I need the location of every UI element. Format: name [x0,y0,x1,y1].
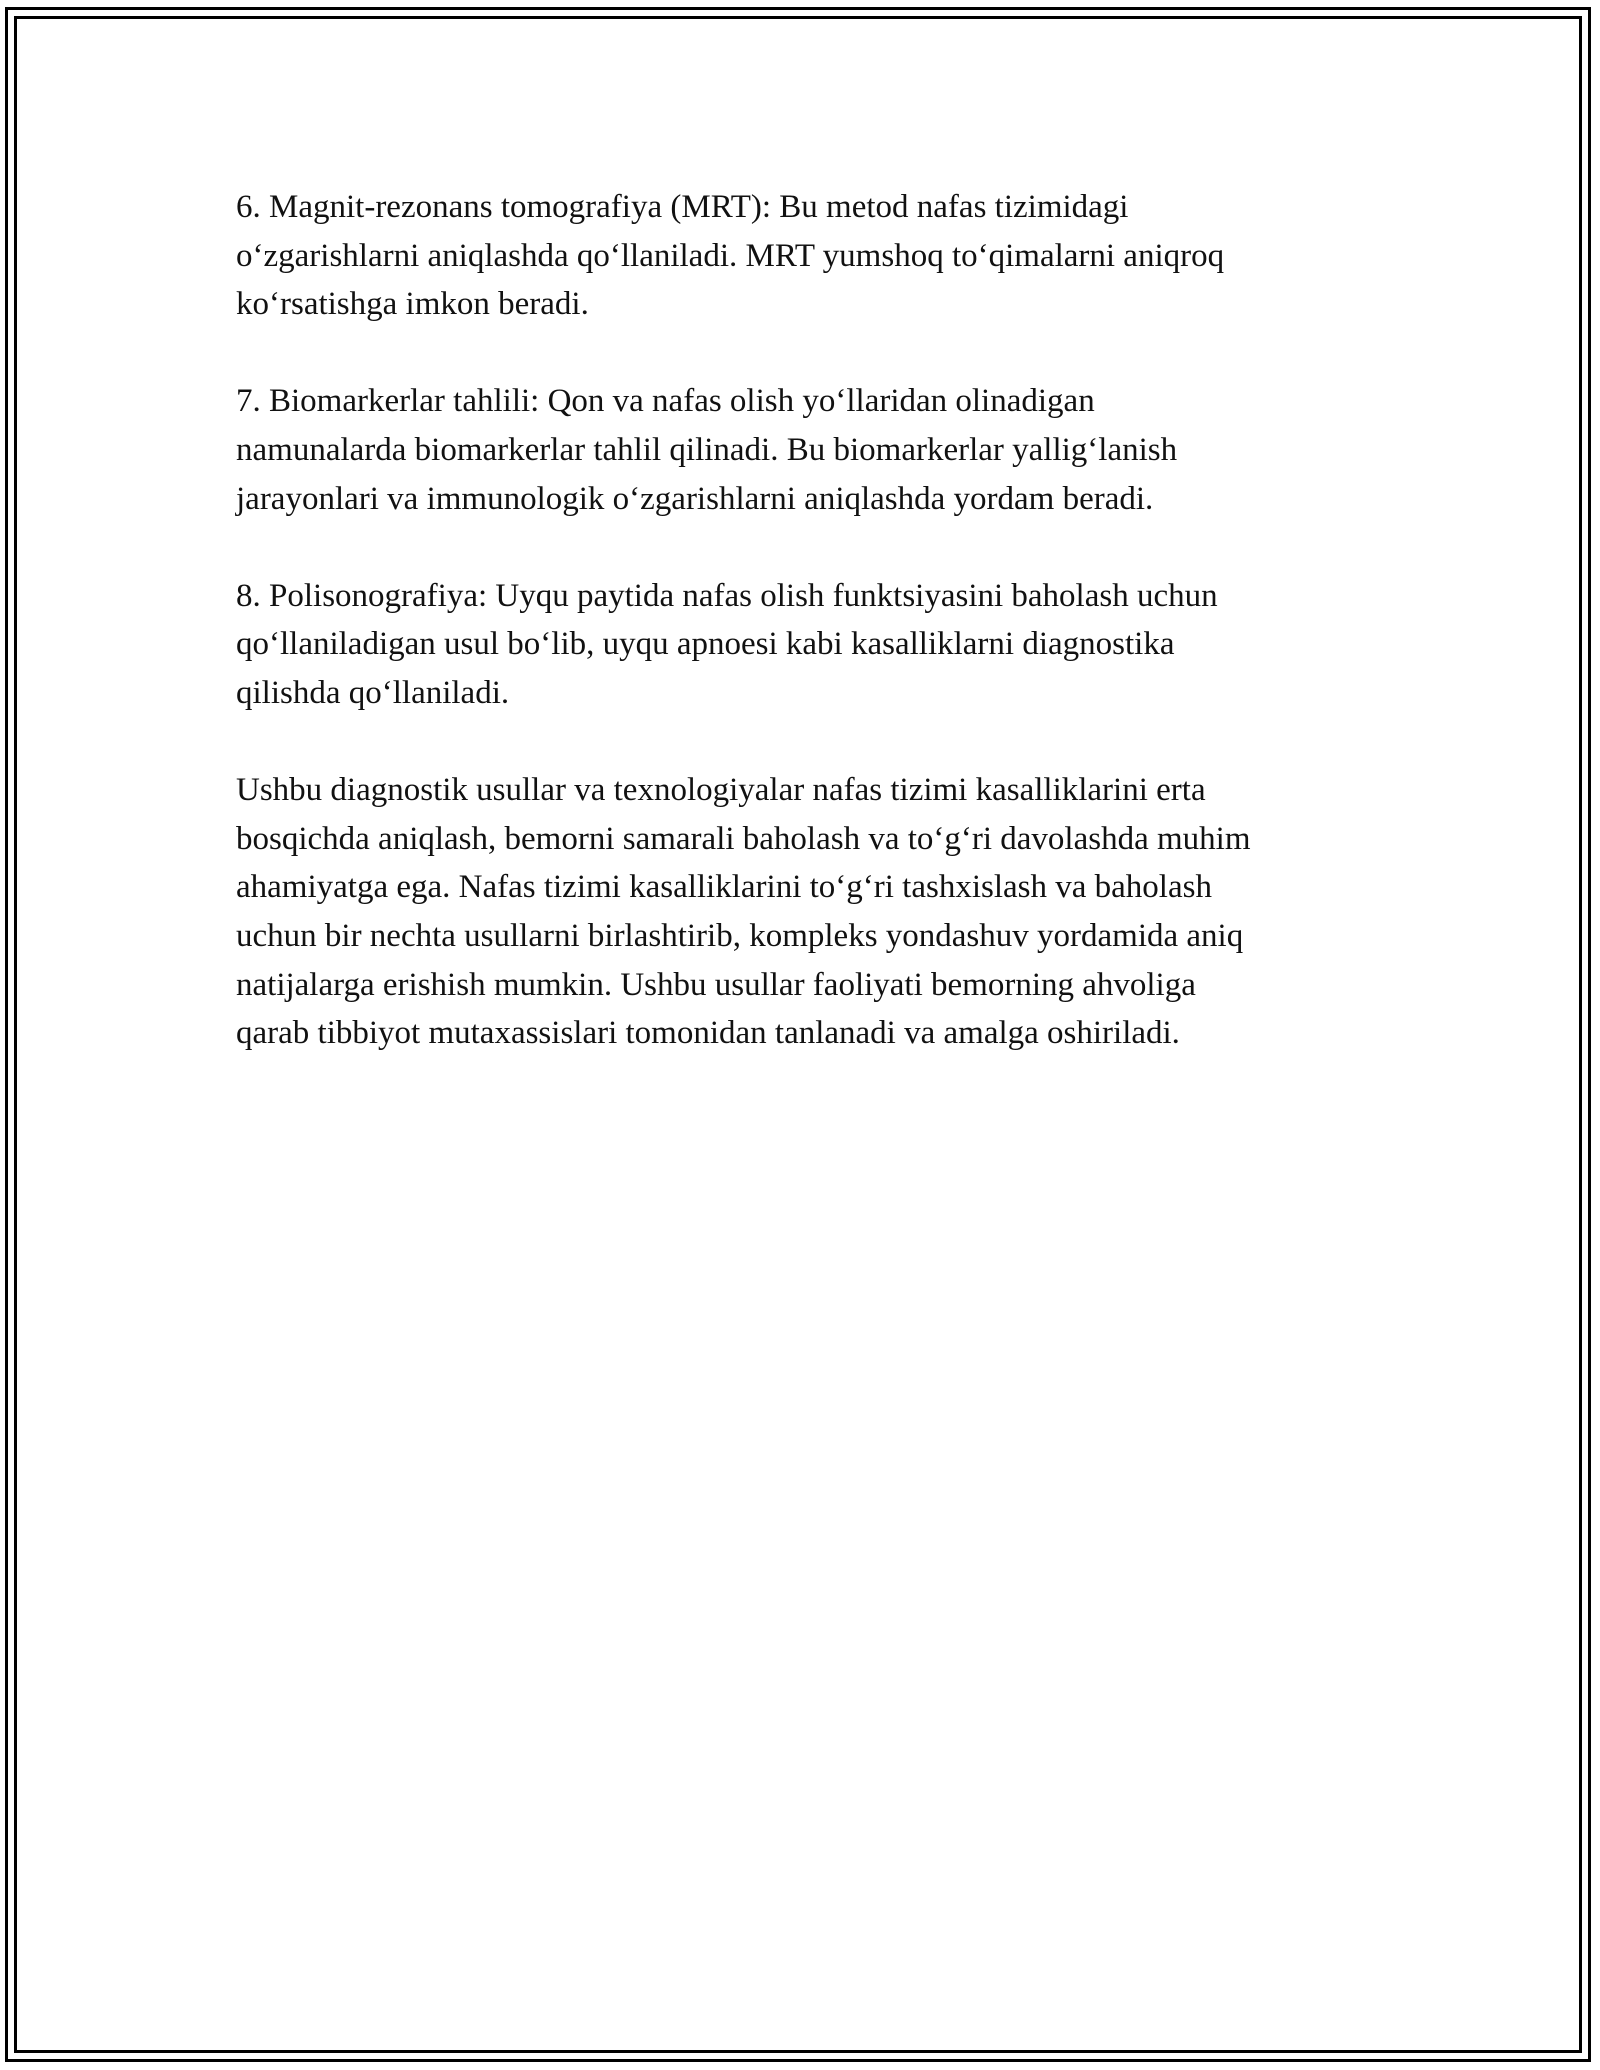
paragraph-polysomnography: 8. Polisonografiya: Uyqu paytida nafas olish funktsiyasini baholash uchun qo‘llaniladigan usul bo‘lib, uyqu apnoesi kabi kasalliklarni diagnostika qilishda qo‘llaniladi. [236,577,1218,711]
paragraph-biomarkers: 7. Biomarkerlar tahlili: Qon va nafas olish yo‘llaridan olinadigan namunalarda biomarkerlar tahlil qilinadi. Bu biomarkerlar yallig‘lanish jarayonlari va immunologik o‘zgarishlarni aniqlashda yordam beradi. [236,383,1178,517]
document-body [236,183,1386,1106]
paragraph-mrt: 6. Magnit-rezonans tomografiya (MRT): Bu metod nafas tizimidagi o‘zgarishlarni aniqlashda qo‘llaniladi. MRT yumshoq to‘qimalarni aniqroq ko‘rsatishga imkon beradi. [236,189,1225,323]
paragraph-conclusion: Ushbu diagnostik usullar va texnologiyalar nafas tizimi kasalliklarini erta bosqichda aniqlash, bemorni samarali baholash va to‘g‘ri davolashda muhim ahamiyatga ega. Nafas tizimi kasalliklarini to‘g‘ri tashxislash va baholash uchun bir nechta usullarni birlashtirib, kompleks yondashuv yordamida aniq natijalarga erishish mumkin. Ushbu usullar faoliyati bemorning ahvoliga qarab tibbiyot mutaxassislari tomonidan tanlanadi va amalga oshiriladi. [236,772,1251,1052]
